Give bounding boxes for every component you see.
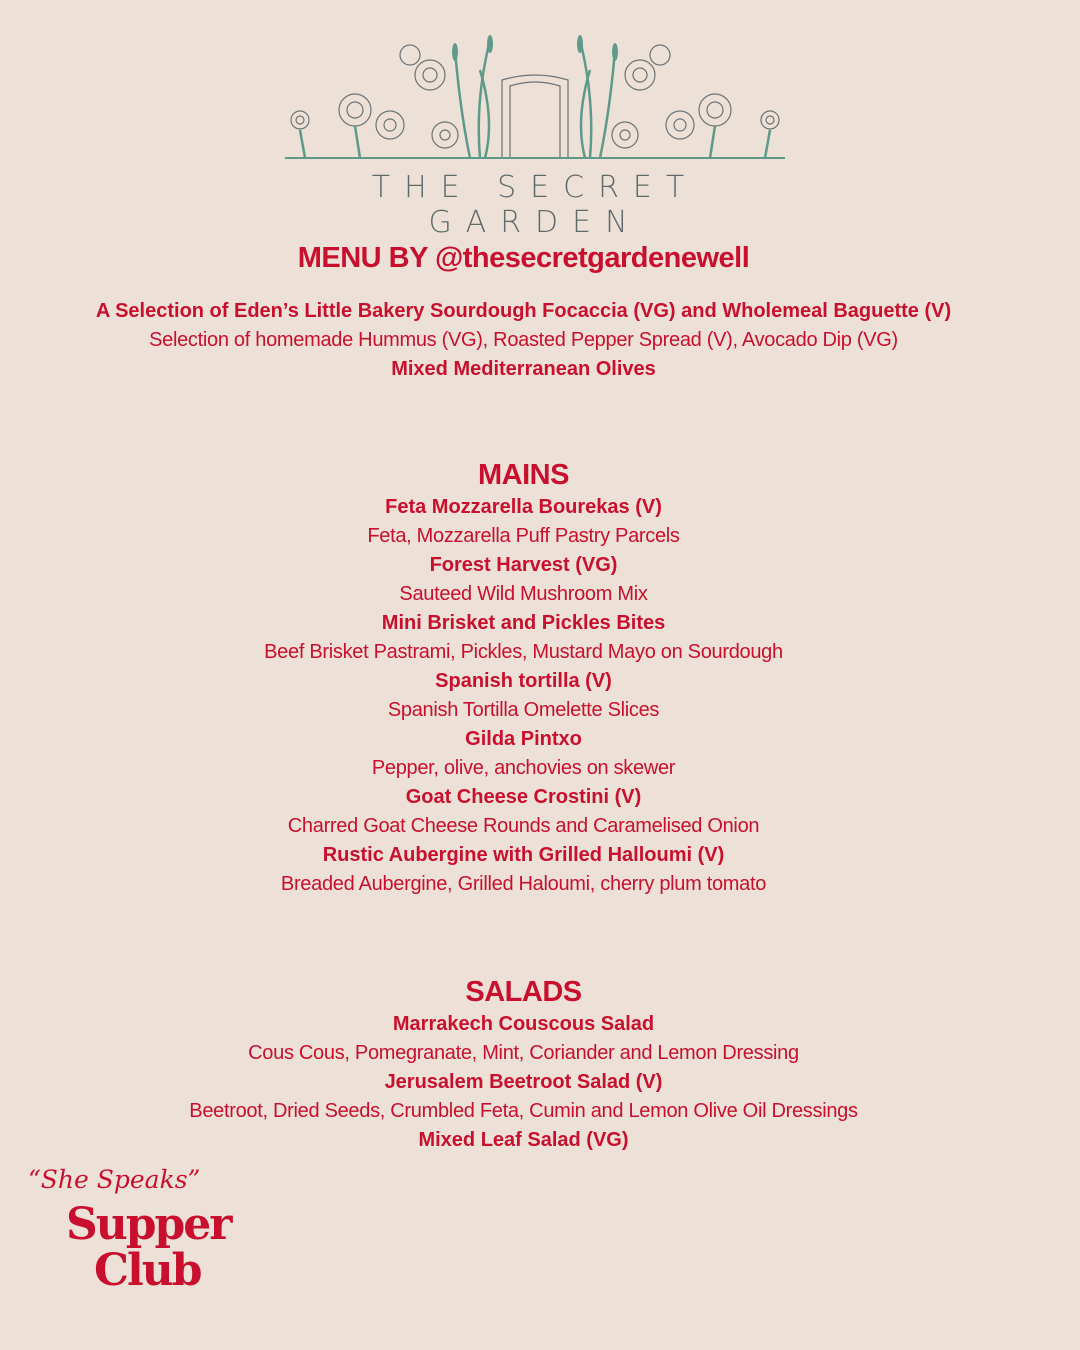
menu-item-name: Gilda Pintxo: [465, 728, 582, 750]
menu-item-description: Beef Brisket Pastrami, Pickles, Mustard Mayo on Sourdough: [264, 641, 783, 663]
menu-item-description: Breaded Aubergine, Grilled Haloumi, cherry plum tomato: [280, 873, 767, 895]
mains-section: [0, 457, 1047, 899]
menu-item-name: A Selection of Eden’s Little Bakery Sourdough Focaccia (VG) and Wholemeal Baguette (V): [95, 300, 952, 322]
menu-item-description: Pepper, olive, anchovies on skewer: [371, 757, 676, 779]
menu-item-name: Marrakech Couscous Salad: [392, 1013, 655, 1035]
secret-garden-logo: [280, 30, 790, 240]
salads-list: [0, 1010, 1047, 1155]
supper-wordmark: Supper: [66, 1199, 231, 1250]
menu-item-name: Goat Cheese Crostini (V): [405, 786, 642, 808]
mains-heading: MAINS: [478, 459, 569, 491]
menu-item-name: Spanish tortilla (V): [435, 670, 612, 692]
salads-heading: SALADS: [465, 976, 582, 1008]
menu-item-description: Spanish Tortilla Omelette Slices: [387, 699, 660, 721]
club-wordmark: Club: [94, 1245, 201, 1296]
menu-item-description: Feta, Mozzarella Puff Pastry Parcels: [367, 525, 680, 547]
garden-gate-illustration: [280, 30, 790, 170]
menu-item-name: Feta Mozzarella Bourekas (V): [385, 496, 662, 518]
she-speaks-script: “She Speaks”: [28, 1165, 201, 1194]
logo-wordmark: THE SECRET GARDEN: [371, 170, 699, 240]
menu-item-description: Sauteed Wild Mushroom Mix: [399, 583, 648, 605]
menu-item-name: Mixed Mediterranean Olives: [391, 358, 656, 380]
menu-item-description: Charred Goat Cheese Rounds and Caramelised Onion: [287, 815, 760, 837]
menu-item-name: Mixed Leaf Salad (VG): [418, 1129, 629, 1151]
menu-item-description: Selection of homemade Hummus (VG), Roasted Pepper Spread (V), Avocado Dip (VG): [149, 329, 898, 351]
menu-item-name: Jerusalem Beetroot Salad (V): [384, 1071, 663, 1093]
menu-item-name: Mini Brisket and Pickles Bites: [381, 612, 666, 634]
menu-item-description: Beetroot, Dried Seeds, Crumbled Feta, Cumin and Lemon Olive Oil Dressings: [189, 1100, 858, 1122]
menu-item-description: Cous Cous, Pomegranate, Mint, Coriander and Lemon Dressing: [248, 1042, 799, 1064]
menu-item-name: Rustic Aubergine with Grilled Halloumi (V): [322, 844, 725, 866]
menu-heading: MENU BY @thesecretgardenewell: [297, 242, 750, 274]
intro-lines: [0, 297, 1047, 384]
menu-item-name: Forest Harvest (VG): [429, 554, 618, 576]
salads-section: [0, 974, 1047, 1155]
intro-section: [0, 240, 1047, 384]
supper-club-logo: [28, 1165, 278, 1305]
mains-list: [0, 493, 1047, 899]
